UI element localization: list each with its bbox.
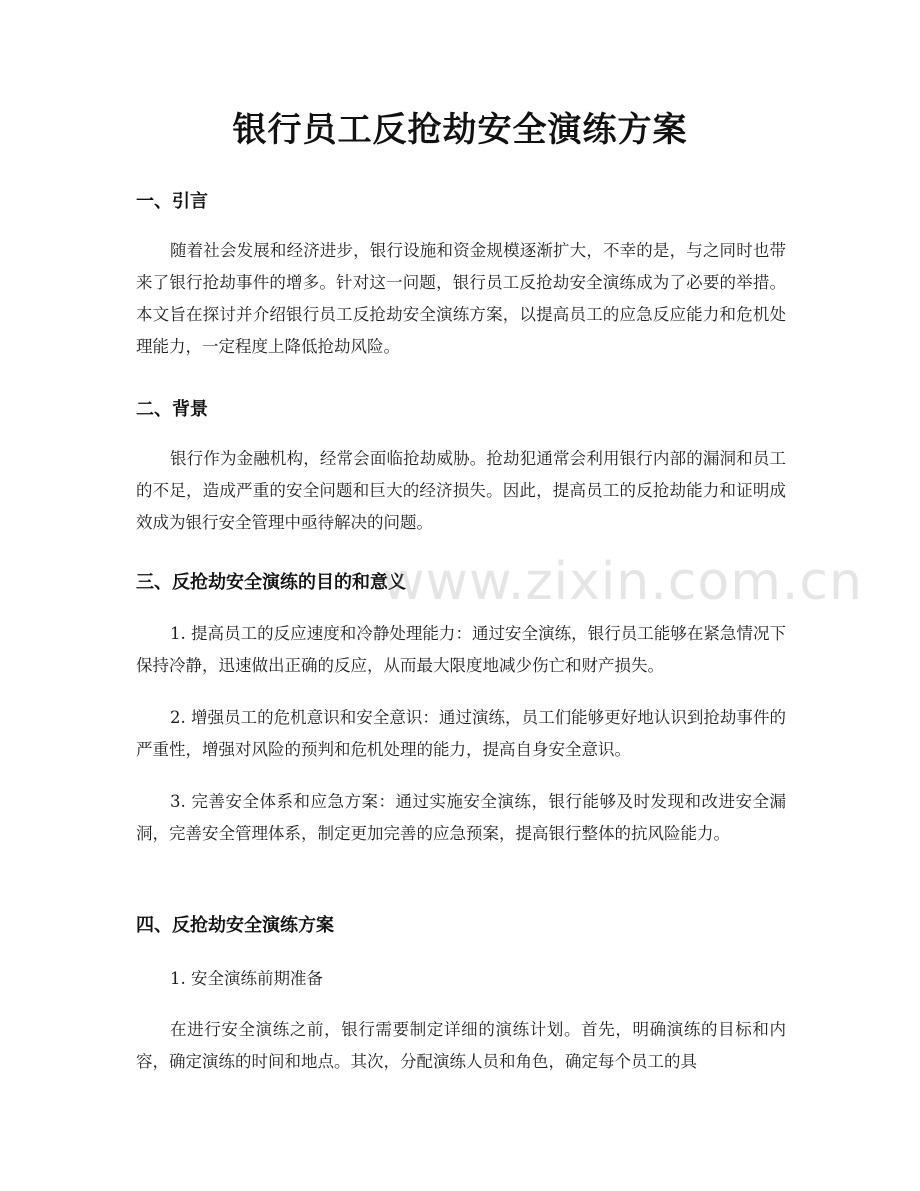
section-heading-background: 二、背景 bbox=[136, 399, 208, 420]
section-heading-purpose: 三、反抢劫安全演练的目的和意义 bbox=[136, 572, 406, 593]
paragraph-plan: 在进行安全演练之前，银行需要制定详细的演练计划。首先，明确演练的目标和内容，确定演练的时间和地点。其次，分配演练人员和角色，确定每个员工的具 bbox=[136, 1020, 786, 1071]
document-title: 银行员工反抢劫安全演练方案 bbox=[232, 110, 688, 150]
section-heading-intro: 一、引言 bbox=[136, 191, 208, 212]
paragraph-background: 银行作为金融机构，经常会面临抢劫威胁。抢劫犯通常会利用银行内部的漏洞和员工的不足，造成严重的安全问题和巨大的经济损失。因此，提高员工的反抢劫能力和证明成效成为银行安全管理中亟待解决的问题。 bbox=[136, 449, 786, 532]
purpose-item-2: 2. 增强员工的危机意识和安全意识：通过演练，员工们能够更好地认识到抢劫事件的严重性，增强对风险的预判和危机处理的能力，提高自身安全意识。 bbox=[136, 708, 786, 759]
plan-subheading: 1. 安全演练前期准备 bbox=[170, 969, 323, 988]
watermark: www.zixin.com.cn bbox=[382, 552, 863, 612]
purpose-item-1: 1. 提高员工的反应速度和冷静处理能力：通过安全演练，银行员工能够在紧急情况下保持冷静，迅速做出正确的反应，从而最大限度地减少伤亡和财产损失。 bbox=[136, 624, 786, 675]
purpose-item-3: 3. 完善安全体系和应急方案：通过实施安全演练，银行能够及时发现和改进安全漏洞，完善安全管理体系，制定更加完善的应急预案，提高银行整体的抗风险能力。 bbox=[136, 792, 786, 843]
paragraph-intro: 随着社会发展和经济进步，银行设施和资金规模逐渐扩大，不幸的是，与之同时也带来了银行抢劫事件的增多。针对这一问题，银行员工反抢劫安全演练成为了必要的举措。本文旨在探讨并介绍银行员工反抢劫安全演练方案，以提高员工的应急反应能力和危机处理能力，一定程度上降低抢劫风险。 bbox=[136, 241, 786, 356]
section-heading-plan: 四、反抢劫安全演练方案 bbox=[136, 915, 334, 936]
